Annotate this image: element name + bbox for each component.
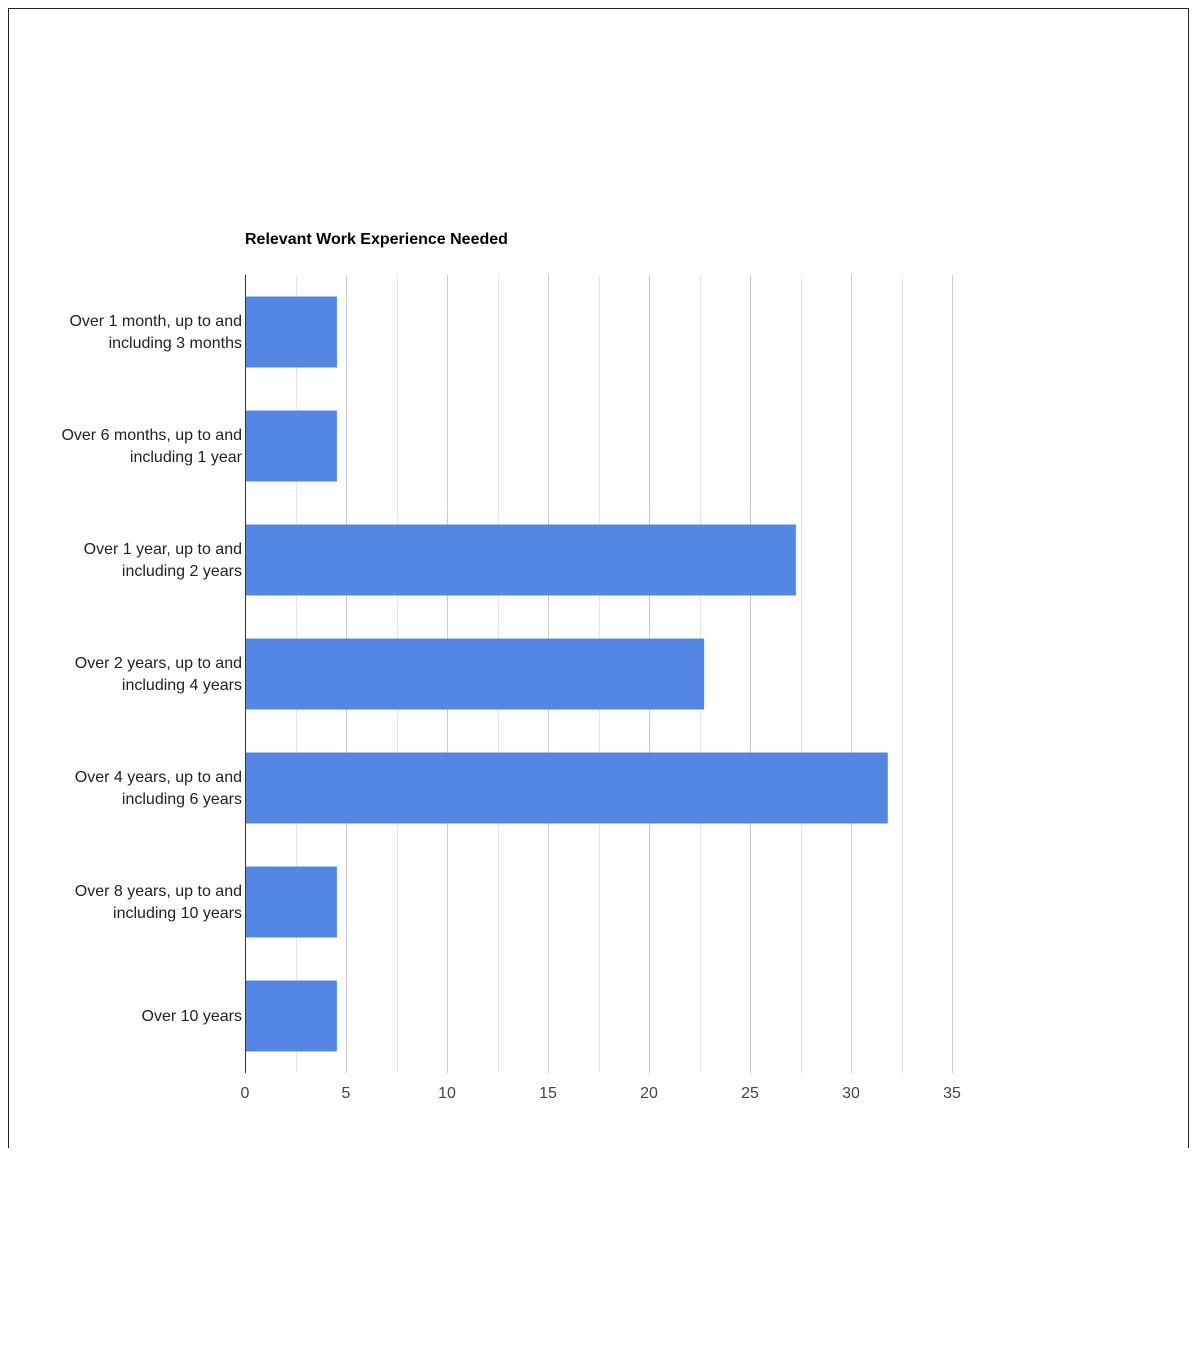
bar: [245, 753, 888, 824]
category-label: Over 4 years, up to and including 6 years: [74, 769, 242, 808]
bar: [245, 297, 337, 368]
x-tick-label: 5: [341, 1085, 351, 1102]
bar: [245, 411, 337, 482]
category-label: Over 2 years, up to and including 4 years: [74, 655, 242, 694]
x-tick-label: 15: [539, 1085, 557, 1102]
bar: [245, 867, 337, 938]
category-label: Over 8 years, up to and including 10 years: [74, 883, 242, 922]
x-tick-label: 20: [640, 1085, 658, 1102]
bar: [245, 525, 796, 596]
category-labels: [61, 313, 242, 1025]
bars-layer: [245, 297, 888, 1052]
bar: [245, 981, 337, 1052]
category-label: Over 1 month, up to and including 3 months: [69, 313, 242, 352]
x-tick-label: 35: [943, 1085, 961, 1102]
x-axis-ticks: [241, 1085, 961, 1102]
x-tick-label: 10: [438, 1085, 456, 1102]
x-tick-label: 0: [240, 1085, 250, 1102]
bar: [245, 639, 704, 710]
x-tick-label: 30: [842, 1085, 860, 1102]
category-label: Over 6 months, up to and including 1 year: [61, 427, 242, 466]
category-label: Over 1 year, up to and including 2 years: [83, 541, 242, 580]
chart-title: Relevant Work Experience Needed: [245, 231, 508, 248]
category-label: Over 10 years: [141, 1008, 242, 1025]
x-tick-label: 25: [741, 1085, 759, 1102]
